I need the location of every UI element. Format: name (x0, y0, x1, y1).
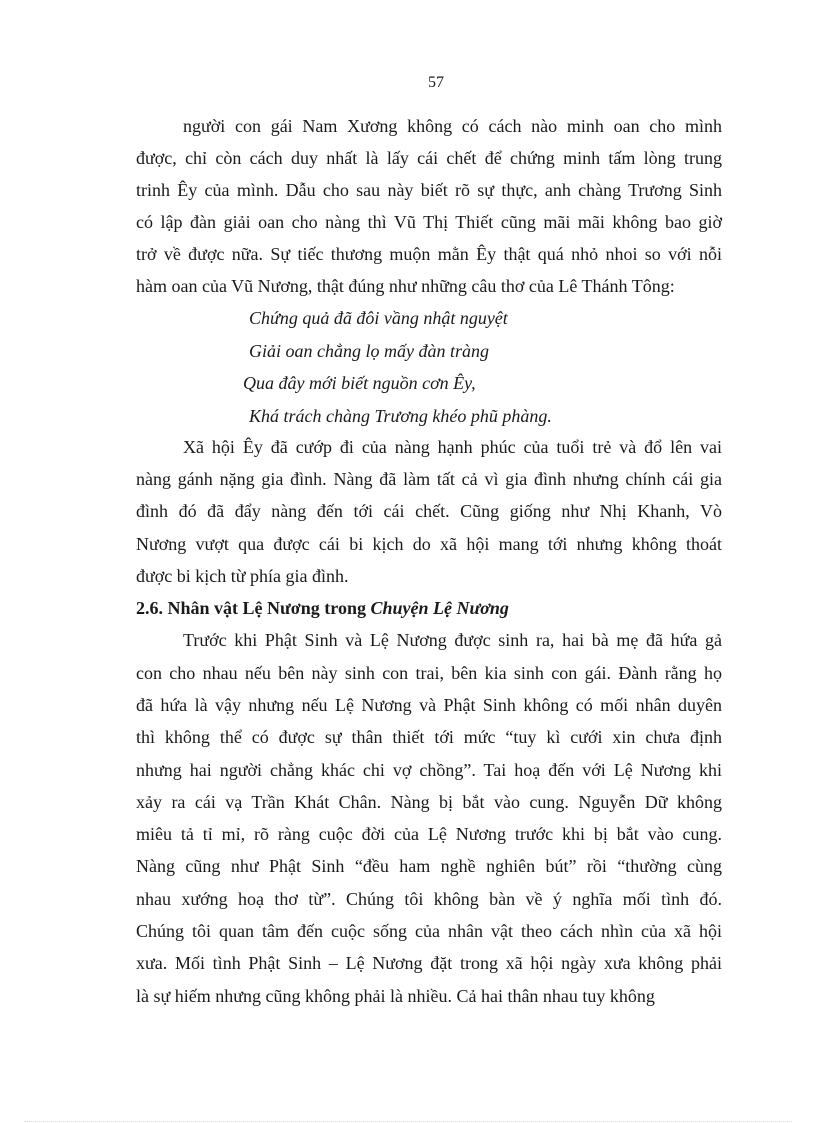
section-heading (136, 597, 509, 619)
text-line: Chúng tôi quan tâm đến cuộc sống của nhân vật theo cách nhìn của xã hội (136, 921, 722, 941)
text-line: con cho nhau nếu bên này sinh con trai, bên kia sinh con gái. Đành rằng họ (136, 663, 722, 683)
text-line: miêu tả tỉ mỉ, rõ ràng cuộc đời của Lệ Nương trước khi bị bắt vào cung. (136, 824, 722, 844)
poem-line: Chứng quả đã đôi vầng nhật nguyệt (249, 308, 508, 328)
text-line: nhau xướng hoạ thơ từ”. Chúng tôi không bàn về ý nghĩa mối tình đó. (136, 889, 722, 909)
poem-line: Khá trách chàng Trương khéo phũ phàng. (249, 406, 552, 426)
text-line: trở về được nữa. Sự tiếc thương muộn mằn Êy thật quá nhỏ nhoi so với nỗi (136, 244, 722, 264)
heading-title: Chuyện Lệ Nương (370, 598, 509, 618)
text-line: xảy ra cái vạ Trần Khát Chân. Nàng bị bắt vào cung. Nguyễn Dữ không (136, 792, 722, 812)
page-bottom-divider (24, 1121, 792, 1122)
text-line: là sự hiếm nhưng cũng không phải là nhiều. Cả hai thân nhau tuy không (136, 986, 655, 1006)
text-line: Nàng cũng như Phật Sinh “đều ham nghề nghiên bút” rồi “thường cùng (136, 856, 722, 876)
text-line: Trước khi Phật Sinh và Lệ Nương được sinh ra, hai bà mẹ đã hứa gả (183, 630, 722, 650)
text-line: Nương vượt qua được cái bi kịch do xã hội mang tới nhưng không thoát (136, 534, 722, 554)
text-line: nhưng hai người chẳng khác chi vợ chồng”. Tai hoạ đến với Lệ Nương khi (136, 760, 722, 780)
text-line: nàng gánh nặng gia đình. Nàng đã làm tất cả vì gia đình nhưng chính cái gia (136, 469, 722, 489)
text-line: được, chỉ còn cách duy nhất là lấy cái chết để chứng minh tấm lòng trung (136, 148, 722, 168)
heading-text: 2.6. Nhân vật Lệ Nương trong (136, 598, 371, 618)
text-line: đình đó đã đẩy nàng đến tới cái chết. Cũng giống như Nhị Khanh, Vò (136, 501, 722, 521)
text-line: đã hứa là vậy nhưng nếu Lệ Nương và Phật Sinh không có mối nhân duyên (136, 695, 722, 715)
text-line: được bi kịch từ phía gia đình. (136, 566, 349, 586)
text-line: xưa. Mối tình Phật Sinh – Lệ Nương đặt trong xã hội ngày xưa không phải (136, 953, 722, 973)
text-line: Xã hội Êy đã cướp đi của nàng hạnh phúc của tuổi trẻ và đổ lên vai (183, 437, 722, 457)
text-line: hàm oan của Vũ Nương, thật đúng như những câu thơ của Lê Thánh Tông: (136, 276, 675, 296)
poem-line: Qua đây mới biết nguồn cơn Êy, (243, 373, 476, 393)
text-line: người con gái Nam Xương không có cách nào minh oan cho mình (183, 116, 722, 136)
text-line: trinh Êy của mình. Dẫu cho sau này biết rõ sự thực, anh chàng Trương Sinh (136, 180, 722, 200)
text-line: có lập đàn giải oan cho nàng thì Vũ Thị Thiết cũng mãi mãi không bao giờ (136, 212, 722, 232)
text-line: thì không thể có được sự thân thiết tới mức “tuy kì cưới xin chưa định (136, 727, 722, 747)
poem-line: Giải oan chẳng lọ mấy đàn tràng (249, 341, 489, 361)
page-number: 57 (428, 74, 444, 91)
